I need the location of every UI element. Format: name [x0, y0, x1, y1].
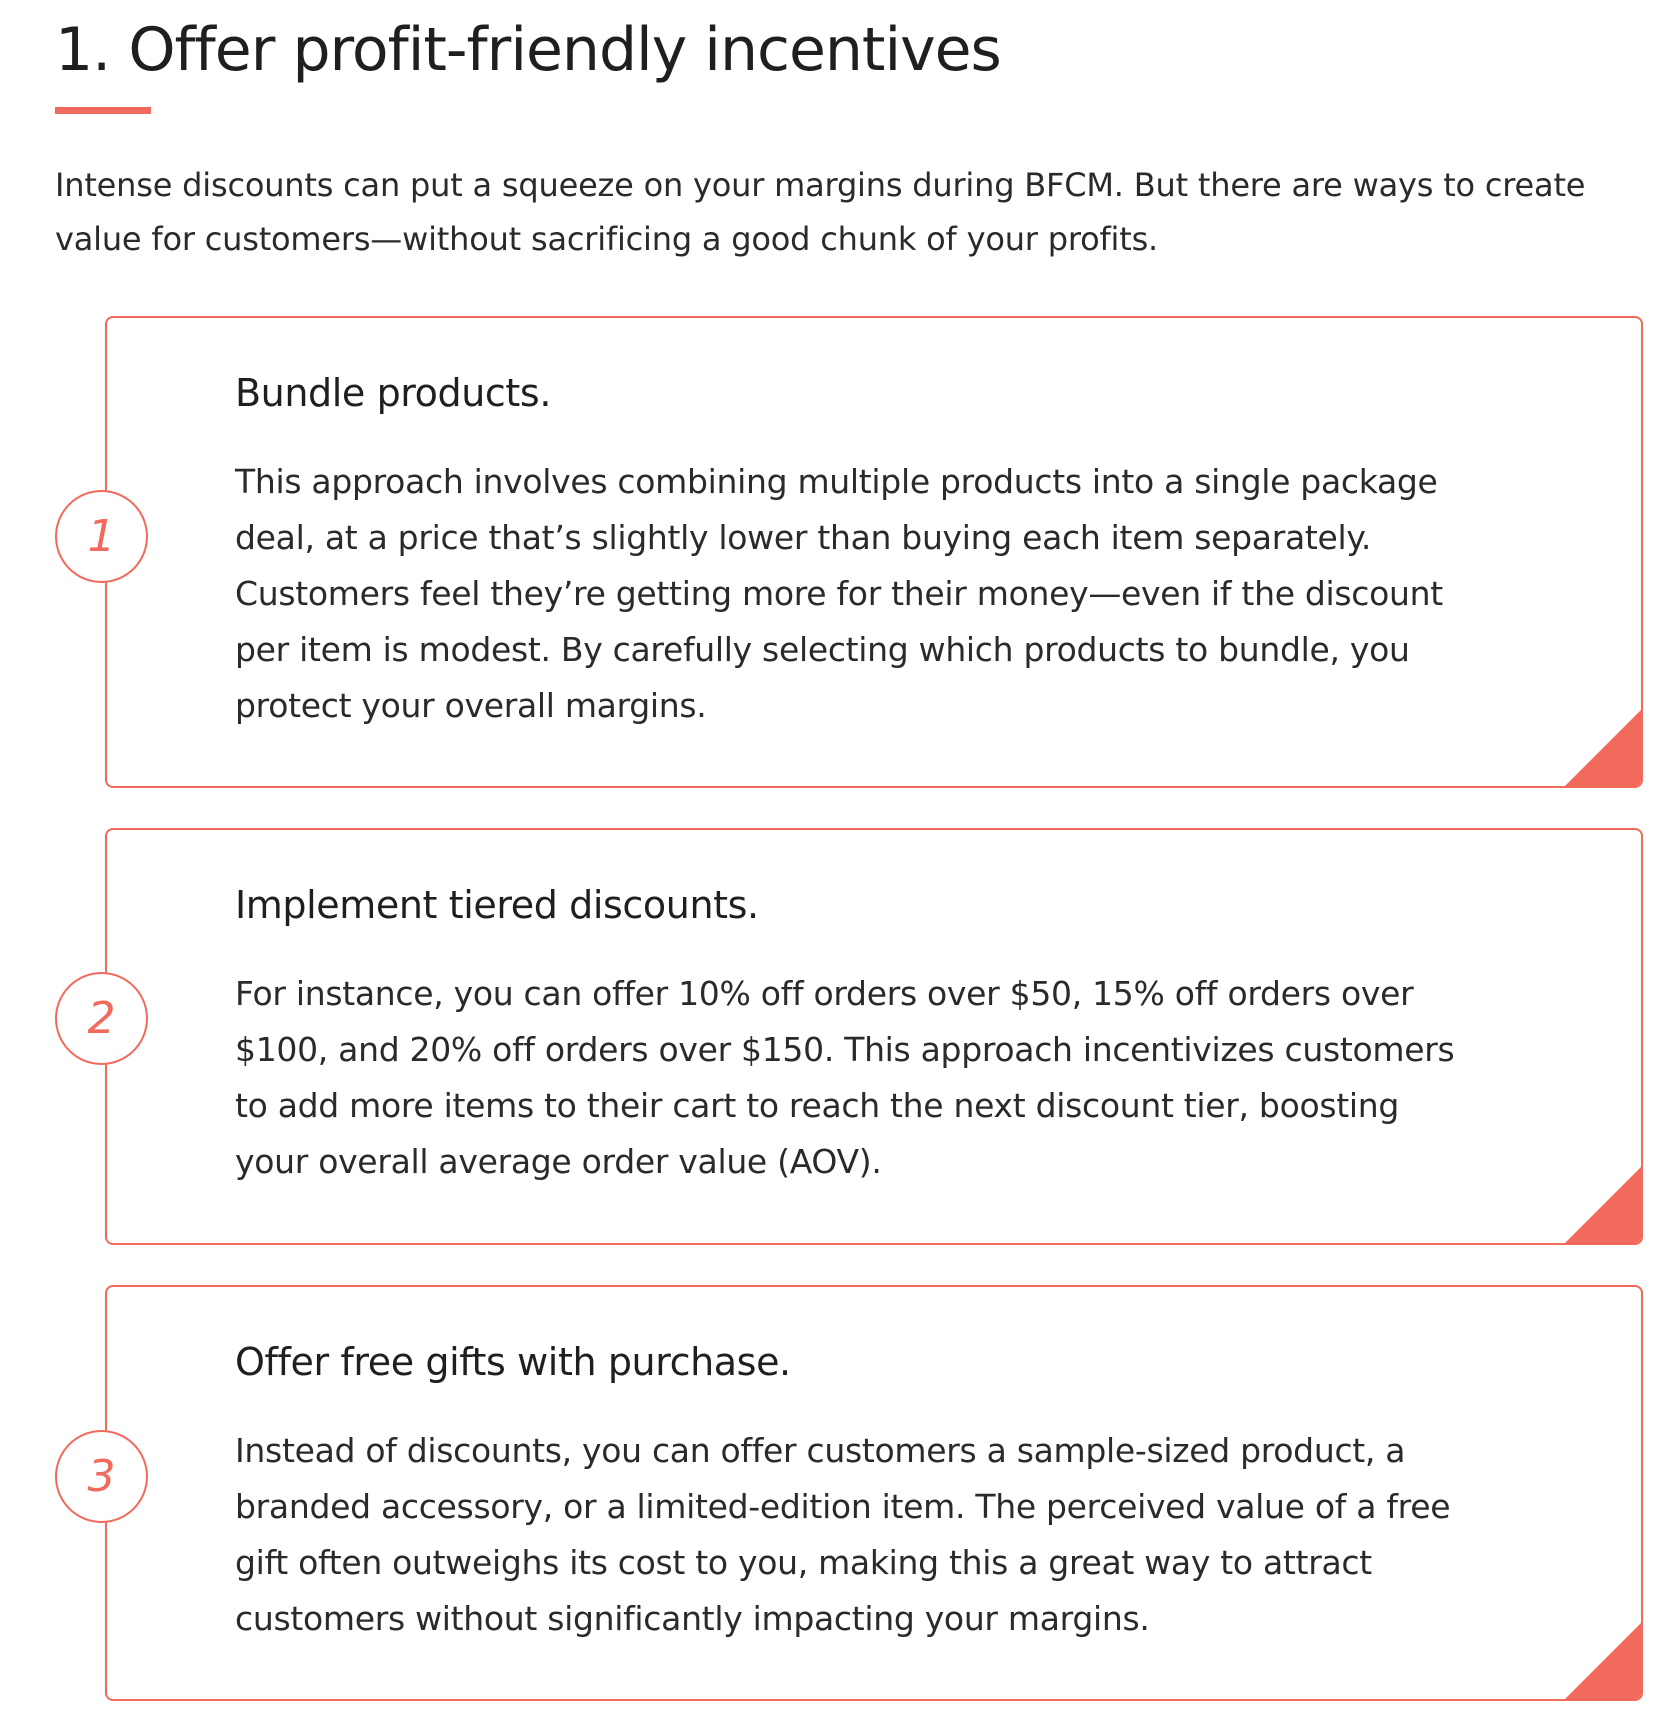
section-title: 1. Offer profit-friendly incentives	[55, 15, 1001, 85]
tip-body: Instead of discounts, you can offer customers a sample-sized product, a branded accessory, or a limited-edition item. The perceived value of a free gift often outweighs its cost to you, making this a great way to attract customers without significantly impacting your margins.	[235, 1431, 1451, 1638]
step-number-badge: 1	[55, 490, 148, 583]
tip-card	[105, 828, 1643, 1245]
corner-accent	[1564, 709, 1642, 787]
tip-body: For instance, you can offer 10% off orders over $50, 15% off orders over $100, and 20% off orders over $150. This approach incentivizes customers to add more items to their cart to reach the next discount tier, boosting your overall average order value (AOV).	[235, 974, 1455, 1181]
title-underline	[55, 107, 151, 114]
intro-paragraph: Intense discounts can put a squeeze on your margins during BFCM. But there are ways to create value for customers—without sacrificing a good chunk of your profits.	[55, 166, 1586, 258]
tips-list	[55, 316, 1645, 1701]
step-number-badge: 2	[55, 972, 148, 1065]
tip-card	[105, 1285, 1643, 1701]
article-section	[55, 0, 1645, 1701]
tip-heading: Offer free gifts with purchase.	[235, 1340, 791, 1384]
corner-accent	[1564, 1166, 1642, 1244]
tip-heading: Bundle products.	[235, 371, 552, 415]
corner-accent	[1564, 1622, 1642, 1700]
step-number-badge: 3	[55, 1430, 148, 1523]
tip-card	[105, 316, 1643, 788]
tip-body: This approach involves combining multiple products into a single package deal, at a price that’s slightly lower than buying each item separately. Customers feel they’re getting more for their money—even if the discount per item is modest. By carefully selecting which products to bundle, you protect your overall margins.	[235, 462, 1443, 725]
tip-heading: Implement tiered discounts.	[235, 883, 759, 927]
